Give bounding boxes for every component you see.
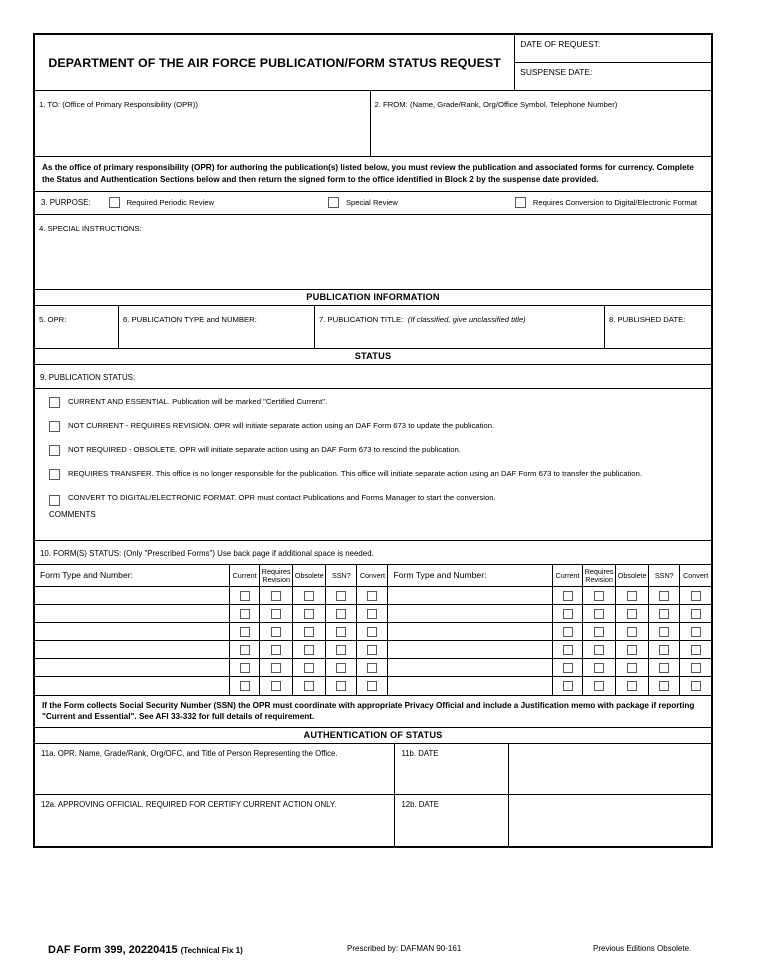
obsolete-cell[interactable] (616, 659, 649, 677)
table-row (35, 623, 711, 641)
col-requires-revision-left: Requires Revision (260, 565, 293, 587)
block11-row (35, 744, 711, 795)
table-row (35, 587, 711, 605)
block9-label-row (35, 365, 711, 389)
current-cell[interactable] (230, 605, 260, 623)
convert-cell[interactable] (357, 623, 388, 641)
checkbox-icon[interactable] (304, 663, 314, 673)
checkbox-icon[interactable] (271, 609, 281, 619)
status-option-label: NOT CURRENT - REQUIRES REVISION. OPR will initiate separate action using an DAF Form 673 to update the publication. (68, 420, 495, 430)
publication-information-banner-row (35, 290, 711, 306)
checkbox-icon[interactable] (367, 681, 377, 691)
publication-information-row (35, 306, 711, 349)
checkbox-icon[interactable] (49, 445, 60, 456)
ssn-cell[interactable] (649, 659, 680, 677)
block12-row (35, 795, 711, 846)
checkbox-icon[interactable] (563, 663, 573, 673)
obsolete-cell[interactable] (616, 587, 649, 605)
current-cell[interactable] (552, 623, 582, 641)
checkbox-icon[interactable] (49, 421, 60, 432)
current-cell[interactable] (230, 641, 260, 659)
form-type-input[interactable] (388, 623, 552, 641)
ssn-cell[interactable] (649, 641, 680, 659)
prescribed-by: Prescribed by: DAFMAN 90-161 (347, 944, 462, 953)
requires-revision-cell[interactable] (583, 605, 616, 623)
checkbox-icon[interactable] (659, 645, 669, 655)
block5-opr-field[interactable] (35, 306, 119, 348)
requires-revision-cell[interactable] (260, 677, 293, 695)
convert-cell[interactable] (680, 641, 711, 659)
table-row (35, 605, 711, 623)
block1-to-field[interactable] (35, 91, 371, 156)
checkbox-icon[interactable] (627, 609, 637, 619)
block3-purpose-row (35, 192, 711, 215)
block11a-field[interactable] (35, 744, 395, 794)
checkbox-icon[interactable] (594, 645, 604, 655)
status-option-convert-digital[interactable] (35, 493, 711, 506)
current-cell[interactable] (230, 623, 260, 641)
form-type-input[interactable] (35, 641, 230, 659)
convert-cell[interactable] (357, 677, 388, 695)
obsolete-cell[interactable] (616, 605, 649, 623)
publication-status-options-row (35, 389, 711, 541)
checkbox-icon[interactable] (691, 681, 701, 691)
requires-revision-cell[interactable] (260, 605, 293, 623)
col-convert-left: Convert (357, 565, 388, 587)
header-row (35, 35, 711, 91)
block9-label-cell (35, 365, 711, 388)
checkbox-icon[interactable] (271, 645, 281, 655)
requires-revision-cell[interactable] (583, 623, 616, 641)
checkbox-icon[interactable] (367, 627, 377, 637)
ssn-note-text: If the Form collects Social Security Number (SSN) the OPR must coordinate with appropriate Privacy Official and include a Justification memo with package if reporting "Current and Essential". See AFI 33-332 for full details of requirement. (42, 700, 695, 722)
form-type-input[interactable] (388, 605, 552, 623)
forms-status-table-row (35, 565, 711, 696)
col-obsolete-right: Obsolete (616, 565, 649, 587)
requires-revision-cell[interactable] (583, 641, 616, 659)
page-title: DEPARTMENT OF THE AIR FORCE PUBLICATION/FORM STATUS REQUEST (48, 55, 501, 70)
form-type-input[interactable] (388, 587, 552, 605)
date-of-request-label: DATE OF REQUEST: (520, 39, 601, 49)
checkbox-icon[interactable] (659, 627, 669, 637)
instructions-row (35, 157, 711, 192)
status-option-requires-transfer[interactable] (35, 469, 711, 480)
convert-cell[interactable] (357, 587, 388, 605)
block10-label-row (35, 541, 711, 565)
block4-field[interactable] (35, 215, 711, 289)
convert-cell[interactable] (357, 605, 388, 623)
checkbox-icon[interactable] (271, 591, 281, 601)
convert-cell[interactable] (680, 587, 711, 605)
purpose-options (35, 192, 711, 214)
checkbox-icon[interactable] (563, 681, 573, 691)
block11b-date-field[interactable] (395, 744, 509, 794)
status-option-obsolete[interactable] (35, 445, 711, 456)
checkbox-icon[interactable] (240, 591, 250, 601)
checkbox-icon[interactable] (659, 591, 669, 601)
requires-revision-cell[interactable] (583, 587, 616, 605)
checkbox-icon[interactable] (659, 609, 669, 619)
col-ssn-left: SSN? (326, 565, 357, 587)
obsolete-cell[interactable] (293, 587, 326, 605)
current-cell[interactable] (552, 587, 582, 605)
checkbox-icon[interactable] (304, 645, 314, 655)
ssn-cell[interactable] (326, 587, 357, 605)
requires-revision-cell[interactable] (260, 659, 293, 677)
form-type-input[interactable] (35, 677, 230, 695)
convert-cell[interactable] (680, 605, 711, 623)
checkbox-icon[interactable] (691, 627, 701, 637)
checkbox-icon[interactable] (271, 663, 281, 673)
checkbox-icon[interactable] (659, 663, 669, 673)
requires-revision-cell[interactable] (583, 677, 616, 695)
status-option-label: NOT REQUIRED - OBSOLETE. OPR will initiate separate action using an DAF Form 673 to rescind the publication. (68, 444, 461, 454)
obsolete-cell[interactable] (293, 677, 326, 695)
checkbox-icon[interactable] (271, 681, 281, 691)
form-id: DAF Form 399, 20220415 (48, 944, 178, 956)
checkbox-icon[interactable] (594, 681, 604, 691)
checkbox-icon[interactable] (563, 645, 573, 655)
col-current-right: Current (552, 565, 582, 587)
block12b-date-field[interactable] (395, 795, 509, 846)
checkbox-icon[interactable] (367, 645, 377, 655)
checkbox-icon[interactable] (515, 197, 526, 208)
header-date-stack (515, 35, 711, 90)
obsolete-cell[interactable] (293, 659, 326, 677)
ssn-cell[interactable] (326, 605, 357, 623)
table-row (35, 659, 711, 677)
comments-label: COMMENTS (49, 509, 96, 519)
form-type-input[interactable] (35, 659, 230, 677)
status-option-label: CURRENT AND ESSENTIAL. Publication will be marked "Certified Current". (68, 396, 328, 406)
checkbox-icon[interactable] (328, 197, 339, 208)
checkbox-icon[interactable] (627, 663, 637, 673)
checkbox-icon[interactable] (336, 609, 346, 619)
block6-label: 6. PUBLICATION TYPE and NUMBER: (123, 314, 257, 324)
requires-revision-cell[interactable] (260, 641, 293, 659)
ssn-cell[interactable] (649, 605, 680, 623)
checkbox-icon[interactable] (240, 681, 250, 691)
form-type-input[interactable] (388, 659, 552, 677)
form-type-input[interactable] (388, 641, 552, 659)
requires-revision-cell[interactable] (260, 623, 293, 641)
form-type-input[interactable] (35, 605, 230, 623)
block7-pubtitle-field[interactable] (315, 306, 605, 348)
checkbox-icon[interactable] (240, 609, 250, 619)
block1-label: 1. TO: (Office of Primary Responsibility (OPR)) (39, 100, 198, 109)
block5-label: 5. OPR: (39, 314, 67, 324)
block4-label: 4. SPECIAL INSTRUCTIONS: (39, 223, 142, 233)
ssn-note-row (35, 696, 711, 728)
form-identifier (48, 944, 243, 956)
requires-revision-cell[interactable] (583, 659, 616, 677)
suspense-date-field[interactable] (515, 63, 711, 90)
form-type-input[interactable] (388, 677, 552, 695)
checkbox-icon[interactable] (367, 609, 377, 619)
publication-status-options (35, 389, 711, 540)
form-title-cell (35, 35, 515, 90)
table-row (35, 677, 711, 695)
ssn-cell[interactable] (326, 623, 357, 641)
form-footer (33, 944, 723, 956)
purpose-option-label: Special Review (345, 198, 398, 208)
block8-published-date-field[interactable] (605, 306, 711, 348)
ssn-cell[interactable] (326, 659, 357, 677)
status-option-label: REQUIRES TRANSFER. This office is no longer responsible for the publication. This office will initiate separate action using an DAF Form 673 to transfer the publication. (68, 468, 642, 478)
checkbox-icon[interactable] (336, 663, 346, 673)
checkbox-icon[interactable] (49, 495, 60, 506)
obsolete-cell[interactable] (293, 641, 326, 659)
publication-information-banner: PUBLICATION INFORMATION (306, 291, 440, 302)
checkbox-icon[interactable] (594, 591, 604, 601)
form-id-suffix: (Technical Fix 1) (180, 946, 243, 955)
block10-label-cell (35, 541, 711, 564)
obsolete-cell[interactable] (293, 623, 326, 641)
requires-revision-cell[interactable] (260, 587, 293, 605)
checkbox-icon[interactable] (304, 609, 314, 619)
status-option-current-essential[interactable] (35, 397, 711, 408)
current-cell[interactable] (552, 677, 582, 695)
block2-label: 2. FROM: (Name, Grade/Rank, Org/Office Symbol, Telephone Number) (374, 100, 618, 109)
date-of-request-field[interactable] (515, 35, 711, 63)
convert-cell[interactable] (357, 641, 388, 659)
checkbox-icon[interactable] (336, 627, 346, 637)
block6-pubtype-field[interactable] (119, 306, 315, 348)
checkbox-icon[interactable] (627, 681, 637, 691)
checkbox-icon[interactable] (49, 397, 60, 408)
daf-form-399 (33, 33, 713, 848)
checkbox-icon[interactable] (594, 609, 604, 619)
current-cell[interactable] (230, 677, 260, 695)
col-obsolete-left: Obsolete (293, 565, 326, 587)
ssn-cell[interactable] (649, 623, 680, 641)
checkbox-icon[interactable] (304, 681, 314, 691)
block8-label: 8. PUBLISHED DATE: (609, 314, 686, 324)
previous-editions-obsolete: Previous Editions Obsolete. (593, 944, 692, 953)
checkbox-icon[interactable] (271, 627, 281, 637)
form-type-input[interactable] (35, 623, 230, 641)
checkbox-icon[interactable] (49, 469, 60, 480)
convert-cell[interactable] (680, 659, 711, 677)
checkbox-icon[interactable] (627, 591, 637, 601)
authentication-banner: AUTHENTICATION OF STATUS (303, 730, 443, 741)
col-convert-right: Convert (680, 565, 711, 587)
obsolete-cell[interactable] (293, 605, 326, 623)
status-banner: STATUS (354, 350, 392, 361)
checkbox-icon[interactable] (336, 681, 346, 691)
checkbox-icon[interactable] (627, 627, 637, 637)
forms-status-table (35, 565, 711, 695)
convert-cell[interactable] (680, 623, 711, 641)
instructions-text: As the office of primary responsibility (OPR) for authoring the publication(s) listed below, you must review the publication and associated forms for currency. Complete the Status and Authentication Sections below and then return the signed form to the office identified in Block 2 by the suspense date provided. (42, 163, 694, 184)
ssn-cell[interactable] (326, 641, 357, 659)
block2-from-field[interactable] (371, 91, 712, 156)
to-from-row (35, 91, 711, 157)
obsolete-cell[interactable] (616, 677, 649, 695)
obsolete-cell[interactable] (616, 641, 649, 659)
suspense-date-label: SUSPENSE DATE: (520, 66, 593, 77)
status-banner-row (35, 349, 711, 365)
col-requires-revision-right: Requires Revision (583, 565, 616, 587)
block9-label: 9. PUBLICATION STATUS: (40, 372, 136, 382)
checkbox-icon[interactable] (594, 663, 604, 673)
checkbox-icon[interactable] (240, 645, 250, 655)
table-header-row (35, 565, 711, 587)
current-cell[interactable] (230, 659, 260, 677)
current-cell[interactable] (552, 659, 582, 677)
current-cell[interactable] (552, 641, 582, 659)
purpose-option-label: Required Periodic Review (126, 198, 214, 208)
purpose-option-periodic-review[interactable] (109, 197, 214, 208)
block7-hint: (If classified, give unclassified title) (407, 314, 526, 324)
checkbox-icon[interactable] (367, 663, 377, 673)
ssn-cell[interactable] (649, 587, 680, 605)
obsolete-cell[interactable] (616, 623, 649, 641)
checkbox-icon[interactable] (659, 681, 669, 691)
current-cell[interactable] (552, 605, 582, 623)
checkbox-icon[interactable] (367, 591, 377, 601)
checkbox-icon[interactable] (691, 609, 701, 619)
forms-status-table-body (35, 587, 711, 695)
checkbox-icon[interactable] (691, 591, 701, 601)
checkbox-icon[interactable] (691, 663, 701, 673)
block12b-label: 12b. DATE (401, 800, 440, 810)
authentication-banner-row (35, 728, 711, 744)
block11a-label: 11a. OPR. Name, Grade/Rank, Org/OFC, and Title of Person Representing the Office. (41, 749, 338, 759)
block7-label: 7. PUBLICATION TITLE: (319, 314, 404, 324)
convert-cell[interactable] (357, 659, 388, 677)
checkbox-icon[interactable] (109, 197, 120, 208)
block3-label: 3. PURPOSE: (41, 197, 91, 207)
checkbox-icon[interactable] (563, 591, 573, 601)
col-form-type-left: Form Type and Number: (35, 565, 230, 587)
checkbox-icon[interactable] (240, 663, 250, 673)
ssn-cell[interactable] (326, 677, 357, 695)
checkbox-icon[interactable] (563, 609, 573, 619)
table-row (35, 641, 711, 659)
current-cell[interactable] (230, 587, 260, 605)
block12a-field[interactable] (35, 795, 395, 846)
block11b-label: 11b. DATE (401, 749, 439, 759)
purpose-option-special-review[interactable] (328, 197, 398, 208)
checkbox-icon[interactable] (304, 627, 314, 637)
checkbox-icon[interactable] (563, 627, 573, 637)
form-type-input[interactable] (35, 587, 230, 605)
block12c-signature-field[interactable] (509, 795, 711, 846)
checkbox-icon[interactable] (627, 645, 637, 655)
block4-special-instructions-row (35, 215, 711, 290)
col-ssn-right: SSN? (649, 565, 680, 587)
block10-label: 10. FORM(S) STATUS: (Only "Prescribed Forms") Use back page if additional space is needed. (40, 548, 374, 558)
status-option-requires-revision[interactable] (35, 421, 711, 432)
ssn-cell[interactable] (649, 677, 680, 695)
checkbox-icon[interactable] (594, 627, 604, 637)
checkbox-icon[interactable] (336, 591, 346, 601)
purpose-option-label: Requires Conversion to Digital/Electronic Format (532, 198, 698, 208)
checkbox-icon[interactable] (336, 645, 346, 655)
block12a-label: 12a. APPROVING OFFICIAL. REQUIRED FOR CERTIFY CURRENT ACTION ONLY. (41, 800, 337, 810)
checkbox-icon[interactable] (691, 645, 701, 655)
col-current-left: Current (230, 565, 260, 587)
col-form-type-right: Form Type and Number: (388, 565, 552, 587)
purpose-option-digital-conversion[interactable] (515, 197, 697, 208)
status-option-label: CONVERT TO DIGITAL/ELECTRONIC FORMAT. OPR must contact Publications and Forms Manager to start the conversion. (68, 492, 496, 502)
checkbox-icon[interactable] (304, 591, 314, 601)
checkbox-icon[interactable] (240, 627, 250, 637)
convert-cell[interactable] (680, 677, 711, 695)
block11c-signature-field[interactable] (509, 744, 711, 794)
